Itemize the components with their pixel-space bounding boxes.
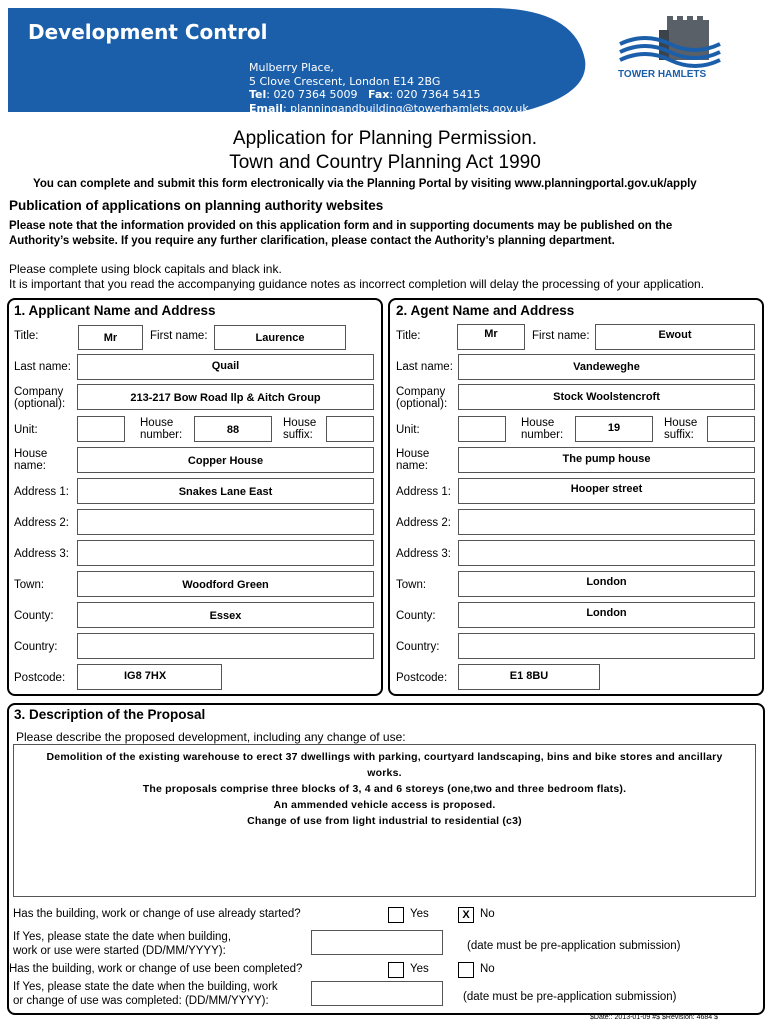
applicant-house-number-label: House number: (140, 417, 183, 441)
agent-house-name-label: House name: (396, 448, 430, 472)
agent-house-number-field[interactable]: 19 (575, 416, 653, 442)
applicant-address3-field[interactable] (77, 540, 374, 566)
agent-town-label: Town: (396, 579, 427, 591)
applicant-country-label: Country: (14, 641, 58, 653)
started-yes-label: Yes (410, 908, 429, 920)
form-title: Application for Planning Permission. (232, 128, 538, 149)
applicant-town-field[interactable]: Woodford Green (77, 571, 374, 597)
applicant-unit-field[interactable] (77, 416, 125, 442)
publication-heading: Publication of applications on planning authority websites (9, 198, 384, 213)
agent-postcode-label: Postcode: (396, 672, 448, 684)
agent-unit-field[interactable] (458, 416, 506, 442)
applicant-postcode-label: Postcode: (14, 672, 66, 684)
applicant-house-number-field[interactable]: 88 (194, 416, 272, 442)
agent-country-label: Country: (396, 641, 440, 653)
agent-town-field[interactable]: London (458, 571, 755, 597)
completed-date-field[interactable] (311, 981, 443, 1006)
applicant-town-label: Town: (14, 579, 45, 591)
applicant-first-name-field[interactable]: Laurence (214, 325, 346, 350)
applicant-title-field[interactable]: Mr (78, 325, 143, 350)
header-title: Development Control (28, 20, 268, 44)
completed-yes-checkbox[interactable] (388, 962, 404, 978)
applicant-address2-label: Address 2: (14, 517, 69, 529)
started-no-label: No (480, 908, 495, 920)
applicant-address1-field[interactable]: Snakes Lane East (77, 478, 374, 504)
portal-note: You can complete and submit this form electronically via the Planning Portal by visiting www.planningportal.gov.uk/apply (33, 178, 697, 190)
completed-date-question: If Yes, please state the date when the building, work or change of use was completed: (DD/MM/YYYY): (13, 981, 278, 1007)
completed-date-note: (date must be pre-application submission) (463, 991, 677, 1003)
agent-house-name-field[interactable]: The pump house (458, 447, 755, 473)
completed-yes-label: Yes (410, 963, 429, 975)
agent-address3-field[interactable] (458, 540, 755, 566)
publication-note: Please note that the information provided on this application form and in supporting documents may be published on the Authority’s website. If you require any further clarification, please contact the Authority’s planning department. (9, 220, 673, 247)
agent-county-label: County: (396, 610, 436, 622)
completed-no-label: No (480, 963, 495, 975)
agent-address2-field[interactable] (458, 509, 755, 535)
applicant-address2-field[interactable] (77, 509, 374, 535)
agent-house-suffix-label: House suffix: (664, 417, 698, 441)
applicant-postcode-field[interactable]: IG8 7HX (77, 664, 222, 690)
agent-last-name-label: Last name: (396, 361, 453, 373)
applicant-unit-label: Unit: (14, 424, 38, 436)
applicant-title-label: Title: (14, 330, 39, 342)
applicant-house-name-field[interactable]: Copper House (77, 447, 374, 473)
applicant-house-name-label: House name: (14, 448, 48, 472)
agent-company-label: Company (optional): (396, 386, 448, 410)
applicant-country-field[interactable] (77, 633, 374, 659)
tower-hamlets-logo-icon (615, 14, 725, 69)
agent-address2-label: Address 2: (396, 517, 451, 529)
applicant-county-field[interactable]: Essex (77, 602, 374, 628)
instructions: Please complete using block capitals and black ink. It is important that you read the accompanying guidance notes as incorrect completion will delay the processing of your application. (9, 262, 705, 291)
completed-no-checkbox[interactable] (458, 962, 474, 978)
applicant-county-label: County: (14, 610, 54, 622)
completed-question: Has the building, work or change of use been completed? (9, 963, 303, 975)
proposal-prompt: Please describe the proposed development, including any change of use: (16, 730, 406, 744)
form-subtitle: Town and Country Planning Act 1990 (229, 152, 541, 173)
applicant-last-name-field[interactable]: Quail (77, 354, 374, 380)
agent-last-name-field[interactable]: Vandeweghe (458, 354, 755, 380)
agent-county-field[interactable]: London (458, 602, 755, 628)
agent-first-name-label: First name: (532, 330, 590, 342)
agent-house-suffix-field[interactable] (707, 416, 755, 442)
agent-country-field[interactable] (458, 633, 755, 659)
started-question: Has the building, work or change of use already started? (13, 908, 301, 920)
applicant-company-label: Company (optional): (14, 386, 66, 410)
started-date-field[interactable] (311, 930, 443, 955)
applicant-last-name-label: Last name: (14, 361, 71, 373)
agent-unit-label: Unit: (396, 424, 420, 436)
footer-revision: $Date:: 2013-01-09 #$ $Revision: 4684 $ (590, 1014, 719, 1021)
agent-title-field[interactable]: Mr (457, 324, 525, 350)
started-date-note: (date must be pre-application submission) (467, 940, 681, 952)
agent-address1-label: Address 1: (396, 486, 451, 498)
agent-postcode-field[interactable]: E1 8BU (458, 664, 600, 690)
agent-first-name-field[interactable]: Ewout (595, 324, 755, 350)
applicant-house-suffix-field[interactable] (326, 416, 374, 442)
agent-title-label: Title: (396, 330, 421, 342)
started-date-question: If Yes, please state the date when building, work or use were started (DD/MM/YYYY): (13, 931, 232, 957)
agent-house-number-label: House number: (521, 417, 564, 441)
started-no-checkbox[interactable]: X (458, 907, 474, 923)
proposal-description-field[interactable]: Demolition of the existing warehouse to erect 37 dwellings with parking, courtyard landscaping, bins and bike stores and ancillary works. The proposals comprise three blocks of 3, 4 and 6 storeys (one,two and three bedroom flats). An ammended vehicle access is proposed. Change of use from light industrial to residential (c3) (13, 744, 756, 897)
header-address: Mulberry Place, 5 Clove Crescent, London E14 2BG Tel: 020 7364 5009 Fax: 020 7364 5415 Email: planningandbuilding@towerhamlets.gov.uk (249, 61, 529, 115)
applicant-first-name-label: First name: (150, 330, 208, 342)
applicant-house-suffix-label: House suffix: (283, 417, 317, 441)
proposal-heading: 3. Description of the Proposal (14, 707, 206, 722)
logo-text: TOWER HAMLETS (618, 69, 707, 80)
agent-company-field[interactable]: Stock Woolstencroft (458, 384, 755, 410)
agent-address3-label: Address 3: (396, 548, 451, 560)
agent-heading: 2. Agent Name and Address (396, 303, 575, 318)
applicant-company-field[interactable]: 213-217 Bow Road llp & Aitch Group (77, 384, 374, 410)
applicant-address3-label: Address 3: (14, 548, 69, 560)
agent-address1-field[interactable]: Hooper street (458, 478, 755, 504)
applicant-heading: 1. Applicant Name and Address (14, 303, 216, 318)
applicant-address1-label: Address 1: (14, 486, 69, 498)
started-yes-checkbox[interactable] (388, 907, 404, 923)
